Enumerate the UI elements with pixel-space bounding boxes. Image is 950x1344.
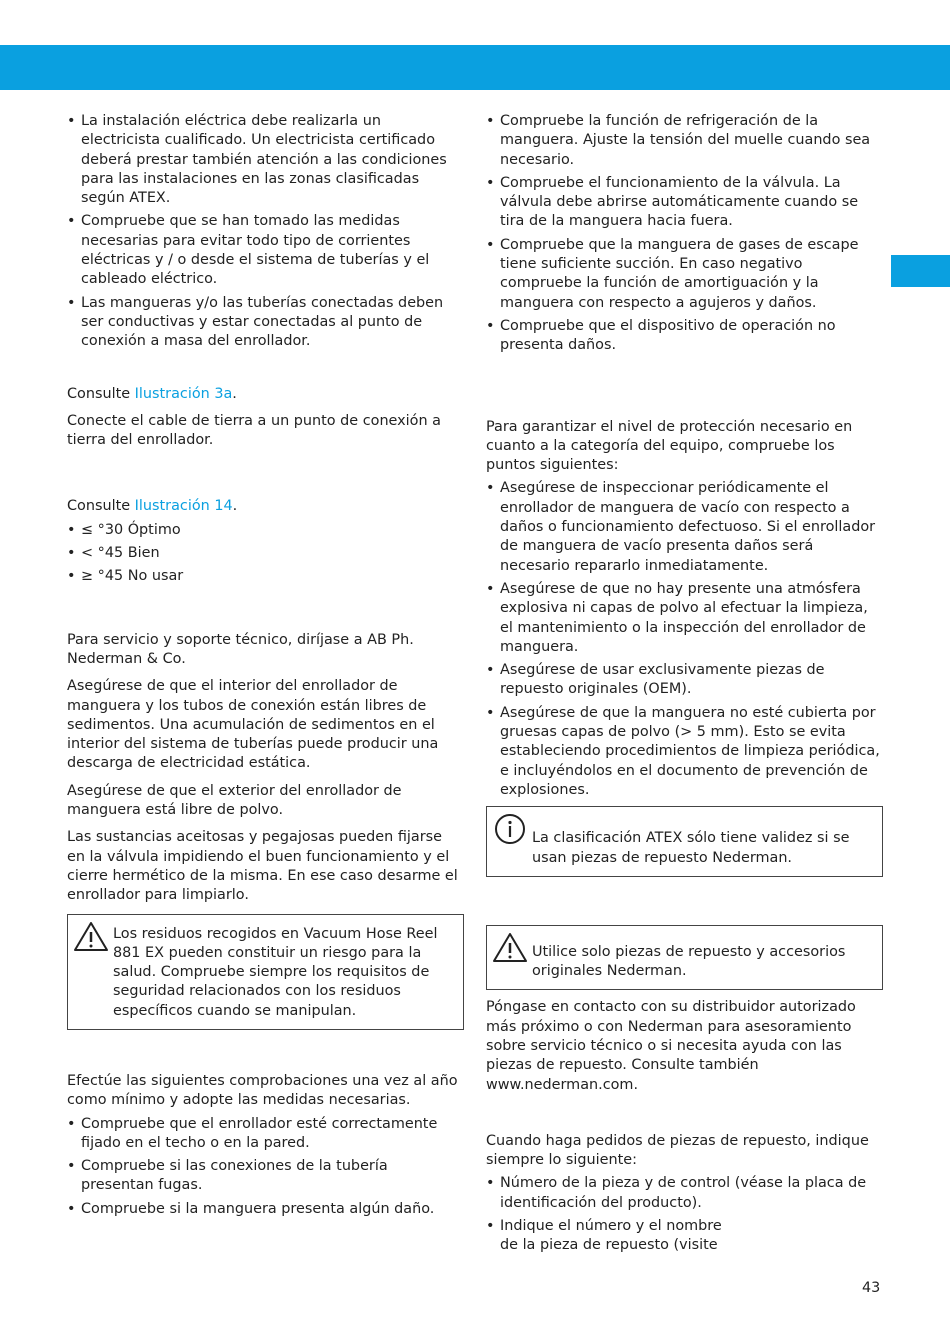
list-item: • Asegúrese de usar exclusivamente piezas de repuesto originales (OEM). xyxy=(486,661,883,700)
list-item: • Compruebe la función de refrigeración de la manguera. Ajuste la tensión del muelle cuando sea necesario. xyxy=(486,112,883,170)
list-item: • ≤ °30 Óptimo xyxy=(67,521,464,540)
list-item: • Asegúrese de inspeccionar periódicamente el enrollador de manguera de vacío con respecto a daños o funcionamiento defectuoso. Si el enrollador de manguera de vacío presenta daños será necesario repararlo inmediatamente. xyxy=(486,479,883,575)
list-item: • Compruebe que se han tomado las medidas necesarias para evitar todo tipo de corrientes eléctricas y / o desde el sistema de tuberías y el cableado eléctrico. xyxy=(67,212,464,289)
installation-list xyxy=(67,112,464,352)
list-item: • Compruebe que el dispositivo de operación no presenta daños. xyxy=(486,317,883,356)
service-paragraph: Para servicio y soporte técnico, diríjase a AB Ph. Nederman & Co. xyxy=(67,631,414,667)
list-item: • Compruebe que el enrollador esté correctamente fijado en el techo o en la pared. xyxy=(67,1115,464,1154)
order-list xyxy=(486,1174,883,1255)
list-item: • La instalación eléctrica debe realizarla un electricista cualificado. Un electricista certificado deberá prestar también atención a las condiciones para las instalaciones en las zonas clasificadas según ATEX. xyxy=(67,112,464,208)
warning-box xyxy=(486,925,883,991)
inspection-list xyxy=(486,112,883,356)
reference-paragraph: Consulte Ilustración 14. xyxy=(67,498,238,515)
right-column xyxy=(486,112,883,1260)
figure-link-3a[interactable]: Ilustración 3a xyxy=(134,385,233,402)
list-item: • Indique el número y el nombre de la pieza de repuesto (visite xyxy=(486,1217,883,1256)
reference-paragraph: Consulte Ilustración 3a. xyxy=(67,385,237,402)
service-paragraph: Asegúrese de que el exterior del enrollador de manguera está libre de polvo. xyxy=(67,782,402,819)
list-item: • Número de la pieza y de control (véase la placa de identificación del producto). xyxy=(486,1174,883,1213)
warning-icon xyxy=(73,921,109,953)
header-band xyxy=(0,45,950,90)
list-item: • ≥ °45 No usar xyxy=(67,567,464,586)
yearly-check-list xyxy=(67,1115,464,1219)
protection-intro: Para garantizar el nivel de protección necesario en cuanto a la categoría del equipo, compruebe los puntos siguientes: xyxy=(486,418,853,474)
page-number: 43 xyxy=(862,1280,881,1296)
list-item: • Compruebe que la manguera de gases de escape tiene suficiente succión. En caso negativo compruebe la función de amortiguación y la manguera con respecto a agujeros y daños. xyxy=(486,236,883,313)
warning-icon xyxy=(492,932,528,964)
service-paragraph: Asegúrese de que el interior del enrollador de manguera y los tubos de conexión están libres de sedimentos. Una acumulación de sedimentos en el interior del sistema de tuberías puede producir una descarga de electricidad estática. xyxy=(67,678,439,772)
info-text: La clasificación ATEX sólo tiene validez si se usan piezas de repuesto Nederman. xyxy=(532,830,850,866)
earth-paragraph: Conecte el cable de tierra a un punto de conexión a tierra del enrollador. xyxy=(67,412,441,449)
list-item: • Asegúrese de que la manguera no esté cubierta por gruesas capas de polvo (> 5 mm). Esto se evita estableciendo procedimientos de limpieza periódica, e incluyéndolos en el documento de prevención de explosiones. xyxy=(486,704,883,800)
yearly-intro: Efectúe las siguientes comprobaciones una vez al año como mínimo y adopte las medidas necesarias. xyxy=(67,1072,458,1109)
list-item: • Las mangueras y/o las tuberías conectadas deben ser conductivas y estar conectadas al punto de conexión a masa del enrollador. xyxy=(67,294,464,352)
info-icon xyxy=(492,813,528,845)
chapter-tab xyxy=(891,255,950,287)
service-paragraph: Las sustancias aceitosas y pegajosas pueden fijarse en la válvula impidiendo el buen funcionamiento y el cierre hermético de la misma. En ese caso desarme el enrollador para limpiarlo. xyxy=(67,829,458,904)
warning-text: Utilice solo piezas de repuesto y accesorios originales Nederman. xyxy=(532,943,846,980)
info-box xyxy=(486,806,883,877)
angle-list xyxy=(67,521,464,587)
list-item: • Compruebe si la manguera presenta algún daño. xyxy=(67,1200,464,1219)
list-item: • < °45 Bien xyxy=(67,544,464,563)
list-item: • Compruebe si las conexiones de la tubería presentan fugas. xyxy=(67,1157,464,1196)
figure-link-14[interactable]: Ilustración 14 xyxy=(134,498,233,515)
list-item: • Asegúrese de que no hay presente una atmósfera explosiva ni capas de polvo al efectuar la limpieza, el mantenimiento o la inspección del enrollador de manguera. xyxy=(486,580,883,657)
list-item: • Compruebe el funcionamiento de la válvula. La válvula debe abrirse automáticamente cuando se tira de la manguera hacia fuera. xyxy=(486,174,883,232)
protection-list xyxy=(486,479,883,800)
warning-box xyxy=(67,914,464,1030)
contact-paragraph: Póngase en contacto con su distribuidor autorizado más próximo o con Nederman para asesoramiento sobre servicio técnico o si necesita ayuda con las piezas de repuesto. Consulte también www.nederman.com. xyxy=(486,999,856,1093)
order-intro: Cuando haga pedidos de piezas de repuesto, indique siempre lo siguiente: xyxy=(486,1132,869,1169)
left-column xyxy=(67,112,464,1223)
warning-text: Los residuos recogidos en Vacuum Hose Reel 881 EX pueden constituir un riesgo para la salud. Compruebe siempre los requisitos de seguridad relacionados con los residuos específicos cuando se manipulan. xyxy=(113,925,438,1019)
